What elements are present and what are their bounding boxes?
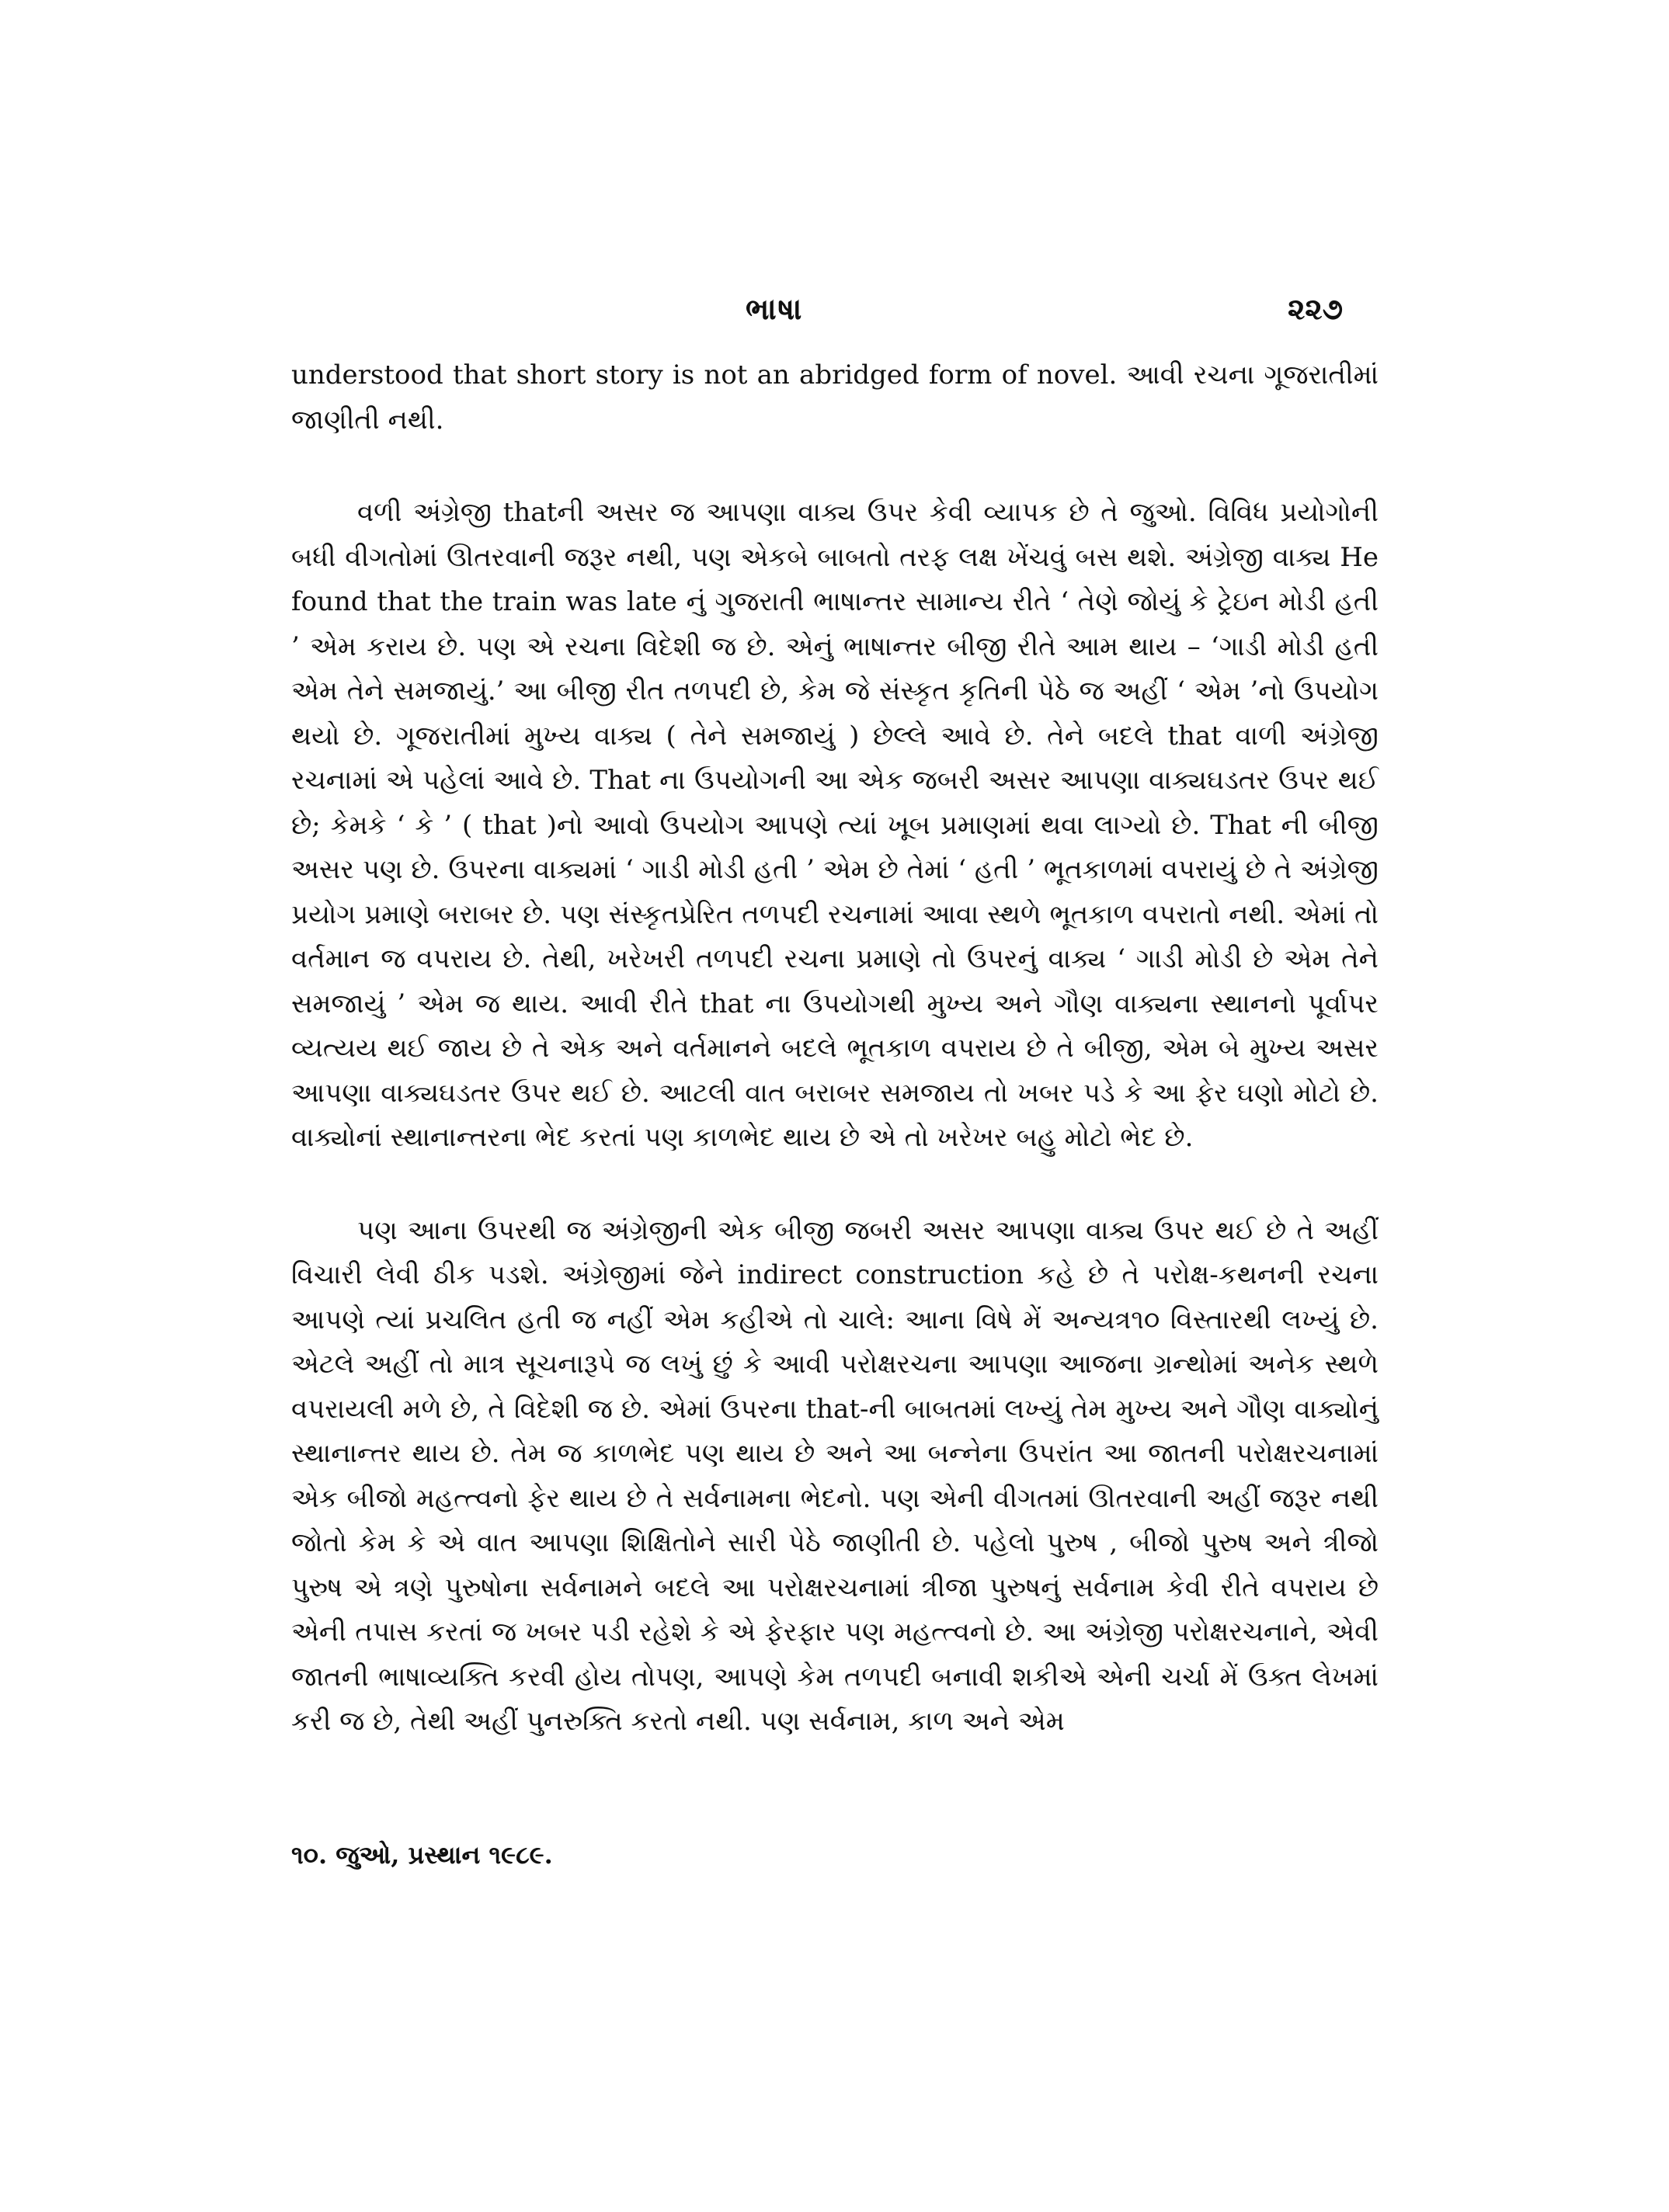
running-title: ભાષા <box>746 291 804 326</box>
page-number: ૨૨૭ <box>1287 291 1343 326</box>
paragraph-indirect-construction: પણ આના ઉપરથી જ અંગ્રેજીની એક બીજી જબરી અસર આપણા વાક્ય ઉપર થઈ છે તે અહીં વિચારી લેવી ઠીક પડશે. અંગ્રેજીમાં જેને indirect construction કહે છે તે પરોક્ષ-કથનની રચના આપણે ત્યાં પ્રચલિત હતી જ નહીં એમ કહીએ તો ચાલે: આના વિષે મેં અન્યત્ર૧૦ વિસ્તારથી લખ્યું છે. એટલે અહીં તો માત્ર સૂચનારૂપે જ લખું છું કે આવી પરોક્ષરચના આપણા આજના ગ્રન્થોમાં અનેક સ્થળે વપરાયલી મળે છે, તે વિદેશી જ છે. એમાં ઉપરના that-ની બાબતમાં લખ્યું તેમ મુખ્ય અને ગૌણ વાક્યોનું સ્થાનાન્તર થાય છે. તેમ જ કાળભેદ પણ થાય છે અને આ બન્નેના ઉપરાંત આ જાતની પરોક્ષરચનામાં એક બીજો મહત્ત્વનો ફેર થાય છે તે સર્વનામના ભેદનો. પણ એની વીગતમાં ઊતરવાની અહીં જરૂર નથી જોતો કેમ કે એ વાત આપણા શિક્ષિતોને સારી પેઠે જાણીતી છે. પહેલો પુરુષ , બીજો પુરુષ અને ત્રીજો પુરુષ એ ત્રણે પુરુષોના સર્વનામને બદલે આ પરોક્ષરચનામાં ત્રીજા પુરુષનું સર્વનામ કેવી રીતે વપરાય છે એની તપાસ કરતાં જ ખબર પડી રહેશે કે એ ફેરફાર પણ મહત્ત્વનો છે. આ અંગ્રેજી પરોક્ષરચનાને, એવી જાતની ભાષાવ્યક્તિ કરવી હોય તોપણ, આપણે કેમ તળપદી બનાવી શકીએ એની ચર્ચા મેં ઉક્ત લેખમાં કરી જ છે, તેથી અહીં પુનરુક્તિ કરતો નથી. પણ સર્વનામ, કાળ અને એમ <box>291 1214 1379 1737</box>
paragraph-that-influence: વળી અંગ્રેજી thatની અસર જ આપણા વાક્ય ઉપર કેવી વ્યાપક છે તે જુઓ. વિવિધ પ્રયોગોની બધી વીગતોમાં ઊતરવાની જરૂર નથી, પણ એકબે બાબતો તરફ લક્ષ ખેંચવું બસ થશે. અંગ્રેજી વાક્ય He found that the train was late નું ગુજરાતી ભાષાન્તર સામાન્ય રીતે ‘ તેણે જોયું કે ટ્રેઇન મોડી હતી ’ એમ કરાય છે. પણ એ રચના વિદેશી જ છે. એનું ભાષાન્તર બીજી રીતે આમ થાય – ‘ગાડી મોડી હતી એમ તેને સમજાયું.’ આ બીજી રીત તળપદી છે, કેમ જે સંસ્કૃત કૃતિની પેઠે જ અહીં ‘ એમ ’નો ઉપયોગ થયો છે. ગૂજરાતીમાં મુખ્ય વાક્ય ( તેને સમજાયું ) છેલ્લે આવે છે. તેને બદલે that વાળી અંગ્રેજી રચનામાં એ પહેલાં આવે છે. That ના ઉપયોગની આ એક જબરી અસર આપણા વાક્યઘડતર ઉપર થઈ છે; કેમકે ‘ કે ’ ( that )નો આવો ઉપયોગ આપણે ત્યાં ખૂબ પ્રમાણમાં થવા લાગ્યો છે. That ની બીજી અસર પણ છે. ઉપરના વાક્યમાં ‘ ગાડી મોડી હતી ’ એમ છે તેમાં ‘ હતી ’ ભૂતકાળમાં વપરાયું છે તે અંગ્રેજી પ્રયોગ પ્રમાણે બરાબર છે. પણ સંસ્કૃતપ્રેરિત તળપદી રચનામાં આવા સ્થળે ભૂતકાળ વપરાતો નથી. એમાં તો વર્તમાન જ વપરાય છે. તેથી, ખરેખરી તળપદી રચના પ્રમાણે તો ઉપરનું વાક્ય ‘ ગાડી મોડી છે એમ તેને સમજાયું ’ એમ જ થાય. આવી રીતે that ના ઉપયોગથી મુખ્ય અને ગૌણ વાક્યના સ્થાનનો પૂર્વાપર વ્યત્યય થઈ જાય છે તે એક અને વર્તમાનને બદલે ભૂતકાળ વપરાય છે તે બીજી, એમ બે મુખ્ય અસર આપણા વાક્યઘડતર ઉપર થઈ છે. આટલી વાત બરાબર સમજાય તો ખબર પડે કે આ ફેર ઘણો મોટો છે. વાક્યોનાં સ્થાનાન્તરના ભેદ કરતાં પણ કાળભેદ થાય છે એ તો ખરેખર બહુ મોટો ભેદ છે. <box>291 497 1379 1153</box>
paragraph-continued: understood that short story is not an abridged form of novel. આવી રચના ગૂજરાતીમાં જાણીતી નથી. <box>291 359 1379 436</box>
footnote: ૧૦. જુઓ, પ્રસ્થાન ૧૯૮૯. <box>291 1840 553 1870</box>
body-text <box>291 353 1379 1745</box>
running-head <box>0 291 1669 338</box>
